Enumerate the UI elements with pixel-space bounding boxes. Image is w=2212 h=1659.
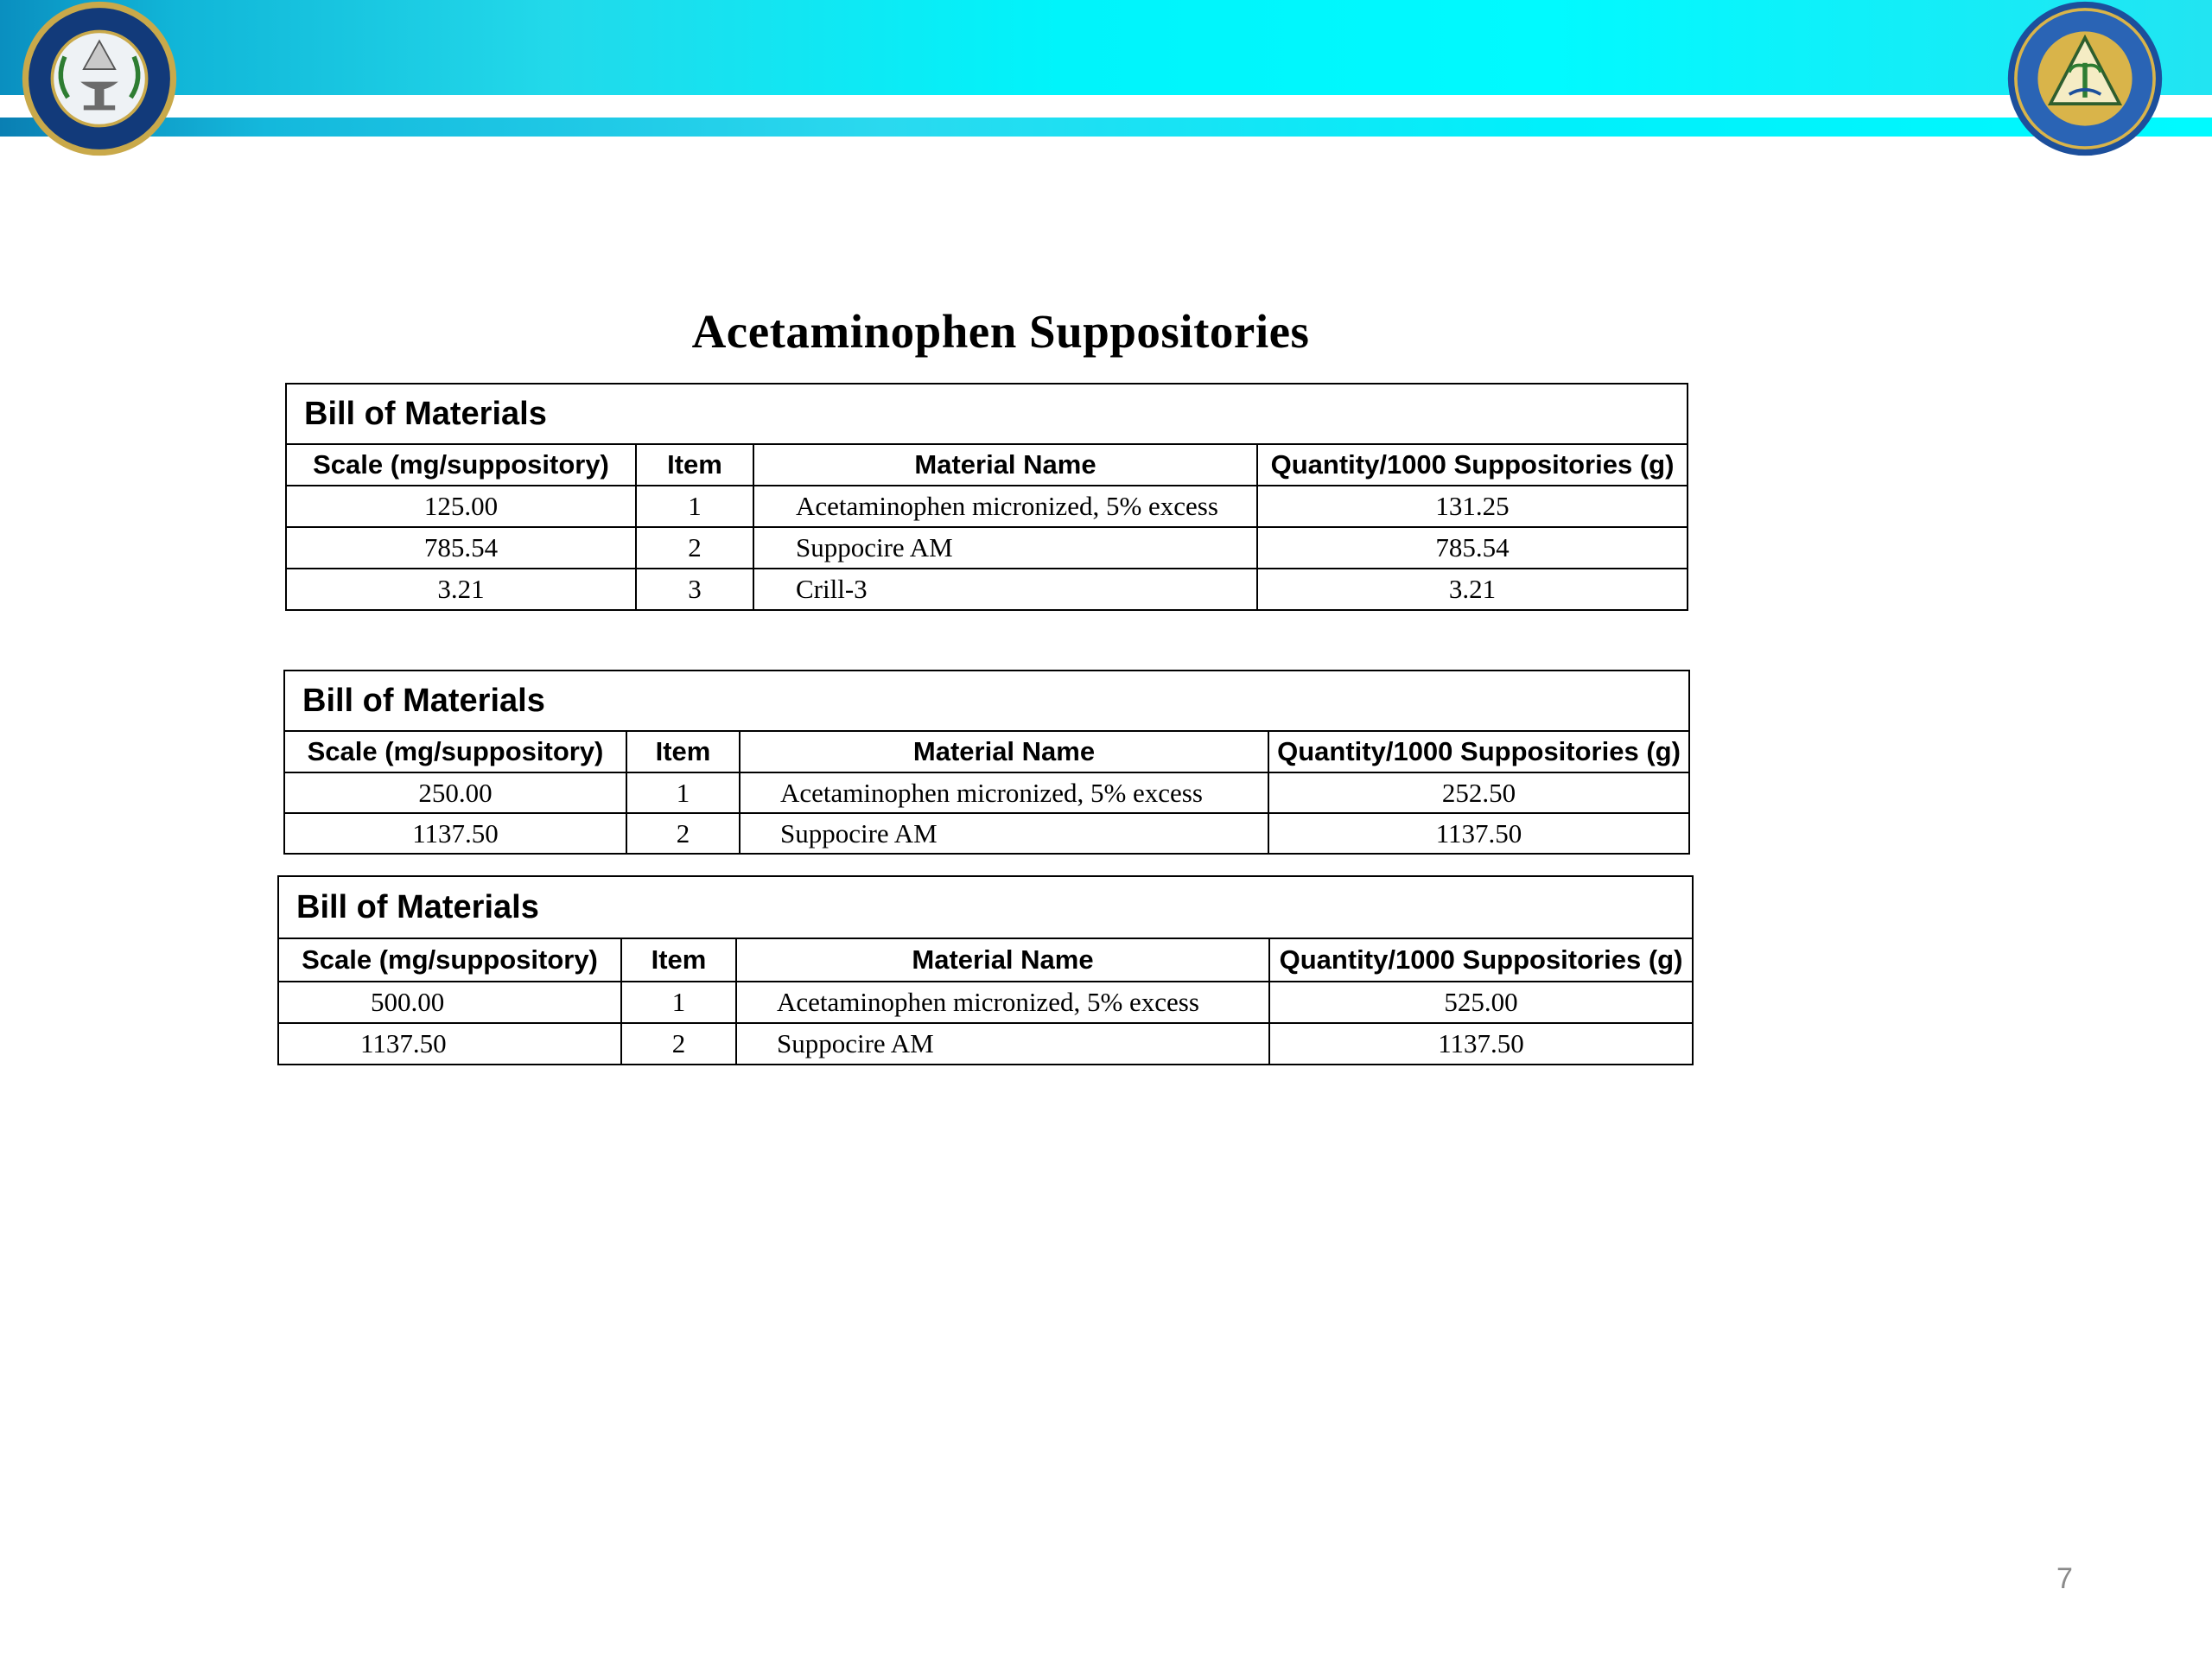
pharmacy-college-seal-icon [21,0,178,157]
material-name-cell: Acetaminophen micronized, 5% excess [736,982,1269,1023]
table-row [286,569,1688,610]
column-header-scale: Scale (mg/suppository) [286,444,636,486]
material-name-cell: Suppocire AM [753,527,1257,569]
item-cell: 2 [626,813,740,854]
item-cell: 1 [621,982,736,1023]
scale-cell: 250.00 [284,772,626,813]
column-header-item: Item [636,444,753,486]
scale-cell: 500.00 [278,982,621,1023]
scale-cell: 1137.50 [278,1023,621,1065]
scale-cell: 3.21 [286,569,636,610]
material-name-cell: Suppocire AM [740,813,1268,854]
material-name-cell: Suppocire AM [736,1023,1269,1065]
column-header-material-name: Material Name [736,938,1269,982]
page-number: 7 [2056,1562,2073,1595]
table-row [284,813,1689,854]
slide-title: Acetaminophen Suppositories [691,305,1310,358]
material-name-cell: Acetaminophen micronized, 5% excess [753,486,1257,527]
column-header-item: Item [621,938,736,982]
item-cell: 1 [626,772,740,813]
item-cell: 1 [636,486,753,527]
quantity-cell: 1137.50 [1269,1023,1693,1065]
bill-of-materials-table-1 [285,383,1688,611]
scale-cell: 1137.50 [284,813,626,854]
header-stripe [0,118,2212,137]
quantity-cell: 3.21 [1257,569,1688,610]
quantity-cell: 252.50 [1268,772,1689,813]
material-name-cell: Acetaminophen micronized, 5% excess [740,772,1268,813]
table-row [286,486,1688,527]
column-header-quantity: Quantity/1000 Suppositories (g) [1269,938,1693,982]
table-row [286,527,1688,569]
column-header-material-name: Material Name [740,731,1268,772]
column-header-scale: Scale (mg/suppository) [284,731,626,772]
quantity-cell: 525.00 [1269,982,1693,1023]
item-cell: 2 [636,527,753,569]
item-cell: 3 [636,569,753,610]
column-header-material-name: Material Name [753,444,1257,486]
bill-of-materials-table-3 [277,875,1694,1065]
material-name-cell: Crill-3 [753,569,1257,610]
university-of-basrah-seal-icon [2006,0,2164,157]
item-cell: 2 [621,1023,736,1065]
column-header-item: Item [626,731,740,772]
table-caption: Bill of Materials [284,671,1689,731]
scale-cell: 125.00 [286,486,636,527]
column-header-quantity: Quantity/1000 Suppositories (g) [1268,731,1689,772]
column-header-scale: Scale (mg/suppository) [278,938,621,982]
table-row [278,1023,1693,1065]
table-row [278,982,1693,1023]
header-banner [0,0,2212,95]
column-header-quantity: Quantity/1000 Suppositories (g) [1257,444,1688,486]
bill-of-materials-table-2 [283,670,1690,855]
scale-cell: 785.54 [286,527,636,569]
quantity-cell: 1137.50 [1268,813,1689,854]
quantity-cell: 785.54 [1257,527,1688,569]
table-caption: Bill of Materials [278,876,1693,938]
quantity-cell: 131.25 [1257,486,1688,527]
table-caption: Bill of Materials [286,384,1688,444]
table-row [284,772,1689,813]
